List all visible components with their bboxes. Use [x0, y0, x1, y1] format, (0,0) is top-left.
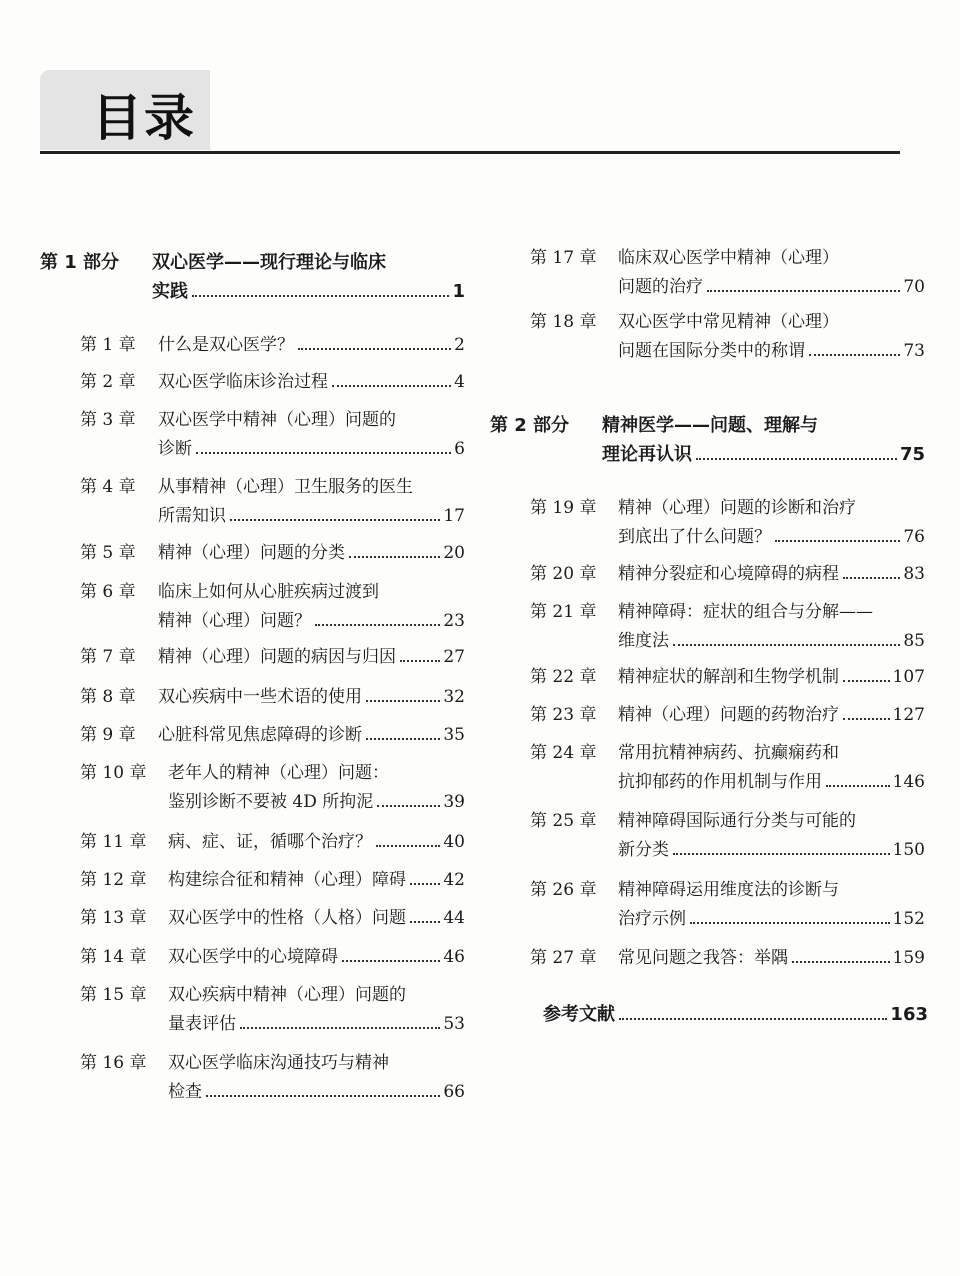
dot-leader — [377, 804, 440, 807]
entry-title-line: 双心医学中常见精神（心理） — [618, 312, 839, 332]
dot-leader — [619, 1017, 887, 1020]
entry-title-line: 精神分裂症和心境障碍的病程 — [618, 564, 839, 584]
references-label: 参考文献 — [543, 1004, 615, 1025]
entry-page-number: 76 — [903, 527, 925, 547]
entry-label: 第 12 章 — [80, 870, 147, 890]
entry-title-line: 双心医学临床诊治过程 — [158, 372, 328, 392]
title-rule — [40, 151, 900, 154]
entry-page-number: 4 — [454, 372, 465, 392]
dot-leader — [376, 844, 440, 847]
entry-page-number: 40 — [443, 832, 465, 852]
page-title: 目录 — [92, 89, 196, 147]
entry-label: 第 24 章 — [530, 743, 597, 763]
dot-leader — [843, 717, 890, 720]
entry-label: 第 2 章 — [80, 372, 136, 392]
entry-label: 第 14 章 — [80, 947, 147, 967]
entry-title-line: 维度法 — [618, 631, 669, 651]
entry-page-number: 42 — [443, 870, 465, 890]
entry-label: 第 4 章 — [80, 477, 136, 497]
dot-leader — [843, 576, 900, 579]
dot-leader — [775, 539, 900, 542]
references-page: 163 — [890, 1004, 928, 1025]
entry-page-number: 32 — [443, 687, 465, 707]
entry-label: 第 7 章 — [80, 647, 136, 667]
entry-title-line: 常用抗精神病药、抗癫痫药和 — [618, 743, 839, 763]
toc-references[interactable] — [543, 1000, 928, 1029]
dot-leader — [696, 457, 897, 460]
entry-title-line: 双心疾病中一些术语的使用 — [158, 687, 362, 707]
entry-page-number: 66 — [443, 1082, 465, 1102]
entry-title-line: 精神（心理）问题的分类 — [158, 543, 345, 563]
entry-label: 第 8 章 — [80, 687, 136, 707]
entry-label: 第 18 章 — [530, 312, 597, 332]
dot-leader — [230, 518, 440, 521]
entry-title-line: 心脏科常见焦虑障碍的诊断 — [158, 725, 362, 745]
entry-title-line: 问题在国际分类中的称谓 — [618, 341, 805, 361]
entry-title-line: 什么是双心医学？ — [158, 335, 294, 355]
entry-label: 第 25 章 — [530, 811, 597, 831]
entry-page-number: 23 — [443, 611, 465, 631]
entry-label: 第 6 章 — [80, 582, 136, 602]
entry-page-number: 6 — [454, 439, 465, 459]
entry-page-number: 70 — [903, 277, 925, 297]
entry-title-line: 双心疾病中精神（心理）问题的 — [168, 985, 406, 1005]
entry-title-line: 精神（心理）问题的诊断和治疗 — [618, 498, 856, 518]
dot-leader — [342, 959, 440, 962]
dot-leader — [332, 384, 451, 387]
dot-leader — [366, 737, 440, 740]
entry-title-line: 检查 — [168, 1082, 202, 1102]
dot-leader — [349, 555, 440, 558]
entry-label: 第 5 章 — [80, 543, 136, 563]
entry-title-line: 精神障碍运用维度法的诊断与 — [618, 880, 839, 900]
dot-leader — [315, 623, 440, 626]
dot-leader — [192, 294, 449, 297]
dot-leader — [690, 921, 890, 924]
dot-leader — [400, 659, 440, 662]
entry-label: 第 10 章 — [80, 763, 147, 783]
entry-label: 第 16 章 — [80, 1053, 147, 1073]
entry-title-line: 所需知识 — [158, 506, 226, 526]
entry-page-number: 75 — [899, 444, 925, 465]
entry-page-number: 17 — [443, 506, 465, 526]
entry-label: 第 23 章 — [530, 705, 597, 725]
entry-page-number: 2 — [454, 335, 465, 355]
entry-title-line: 双心医学——现行理论与临床 — [152, 252, 386, 273]
entry-label: 第 9 章 — [80, 725, 136, 745]
entry-title-line: 双心医学临床沟通技巧与精神 — [168, 1053, 389, 1073]
entry-title-line: 实践 — [152, 281, 188, 302]
entry-label: 第 17 章 — [530, 248, 597, 268]
dot-leader — [298, 347, 451, 350]
dot-leader — [410, 882, 440, 885]
entry-title-line: 精神（心理）问题？ — [158, 611, 311, 631]
entry-title-line: 精神症状的解剖和生物学机制 — [618, 667, 839, 687]
entry-label: 第 3 章 — [80, 410, 136, 430]
entry-title-line: 双心医学中的性格（人格）问题 — [168, 908, 406, 928]
entry-label: 第 26 章 — [530, 880, 597, 900]
entry-page-number: 127 — [892, 705, 925, 725]
dot-leader — [196, 451, 451, 454]
dot-leader — [673, 852, 890, 855]
entry-title-line: 鉴别诊断不要被 4D 所拘泥 — [168, 792, 374, 812]
entry-label: 第 1 章 — [80, 335, 136, 355]
entry-page-number: 159 — [892, 948, 925, 968]
dot-leader — [826, 784, 890, 787]
entry-title-line: 从事精神（心理）卫生服务的医生 — [158, 477, 413, 497]
entry-page-number: 107 — [892, 667, 925, 687]
entry-page-number: 35 — [443, 725, 465, 745]
entry-page-number: 152 — [892, 909, 925, 929]
entry-page-number: 44 — [443, 908, 465, 928]
entry-label: 第 13 章 — [80, 908, 147, 928]
entry-page-number: 46 — [443, 947, 465, 967]
entry-title-line: 精神医学——问题、理解与 — [602, 415, 818, 436]
dot-leader — [240, 1026, 440, 1029]
entry-title-line: 治疗示例 — [618, 909, 686, 929]
entry-label: 第 19 章 — [530, 498, 597, 518]
dot-leader — [843, 679, 890, 682]
entry-title-line: 老年人的精神（心理）问题： — [168, 763, 389, 783]
entry-title-line: 问题的治疗 — [618, 277, 703, 297]
entry-title-line: 常见问题之我答：举隅 — [618, 948, 788, 968]
entry-title-line: 精神（心理）问题的病因与归因 — [158, 647, 396, 667]
entry-title-line: 临床上如何从心脏疾病过渡到 — [158, 582, 379, 602]
entry-title-line: 精神障碍：症状的组合与分解—— — [618, 602, 873, 622]
entry-page-number: 83 — [903, 564, 925, 584]
entry-page-number: 85 — [903, 631, 925, 651]
entry-page-number: 27 — [443, 647, 465, 667]
entry-title-line: 精神（心理）问题的药物治疗 — [618, 705, 839, 725]
entry-label: 第 27 章 — [530, 948, 597, 968]
entry-label: 第 22 章 — [530, 667, 597, 687]
entry-title-line: 双心医学中精神（心理）问题的 — [158, 410, 396, 430]
entry-page-number: 1 — [452, 281, 465, 302]
entry-title-line: 病、症、证，循哪个治疗？ — [168, 832, 372, 852]
entry-title-line: 抗抑郁药的作用机制与作用 — [618, 772, 822, 792]
entry-label: 第 11 章 — [80, 832, 147, 852]
dot-leader — [673, 643, 900, 646]
entry-title-line: 构建综合征和精神（心理）障碍 — [168, 870, 406, 890]
dot-leader — [366, 699, 440, 702]
entry-title-line: 新分类 — [618, 840, 669, 860]
entry-label: 第 20 章 — [530, 564, 597, 584]
entry-page-number: 20 — [443, 543, 465, 563]
entry-title-line: 临床双心医学中精神（心理） — [618, 248, 839, 268]
dot-leader — [410, 920, 440, 923]
entry-page-number: 73 — [903, 341, 925, 361]
entry-page-number: 146 — [892, 772, 925, 792]
entry-label: 第 15 章 — [80, 985, 147, 1005]
entry-label: 第 2 部分 — [490, 415, 570, 436]
dot-leader — [206, 1094, 440, 1097]
entry-title-line: 理论再认识 — [602, 444, 692, 465]
entry-title-line: 精神障碍国际通行分类与可能的 — [618, 811, 856, 831]
entry-title-line: 诊断 — [158, 439, 192, 459]
dot-leader — [707, 289, 900, 292]
entry-page-number: 150 — [892, 840, 925, 860]
entry-label: 第 1 部分 — [40, 252, 120, 273]
entry-title-line: 到底出了什么问题？ — [618, 527, 771, 547]
dot-leader — [792, 960, 890, 963]
entry-page-number: 39 — [443, 792, 465, 812]
entry-label: 第 21 章 — [530, 602, 597, 622]
dot-leader — [809, 353, 900, 356]
entry-title-line: 双心医学中的心境障碍 — [168, 947, 338, 967]
entry-page-number: 53 — [443, 1014, 465, 1034]
entry-title-line: 量表评估 — [168, 1014, 236, 1034]
